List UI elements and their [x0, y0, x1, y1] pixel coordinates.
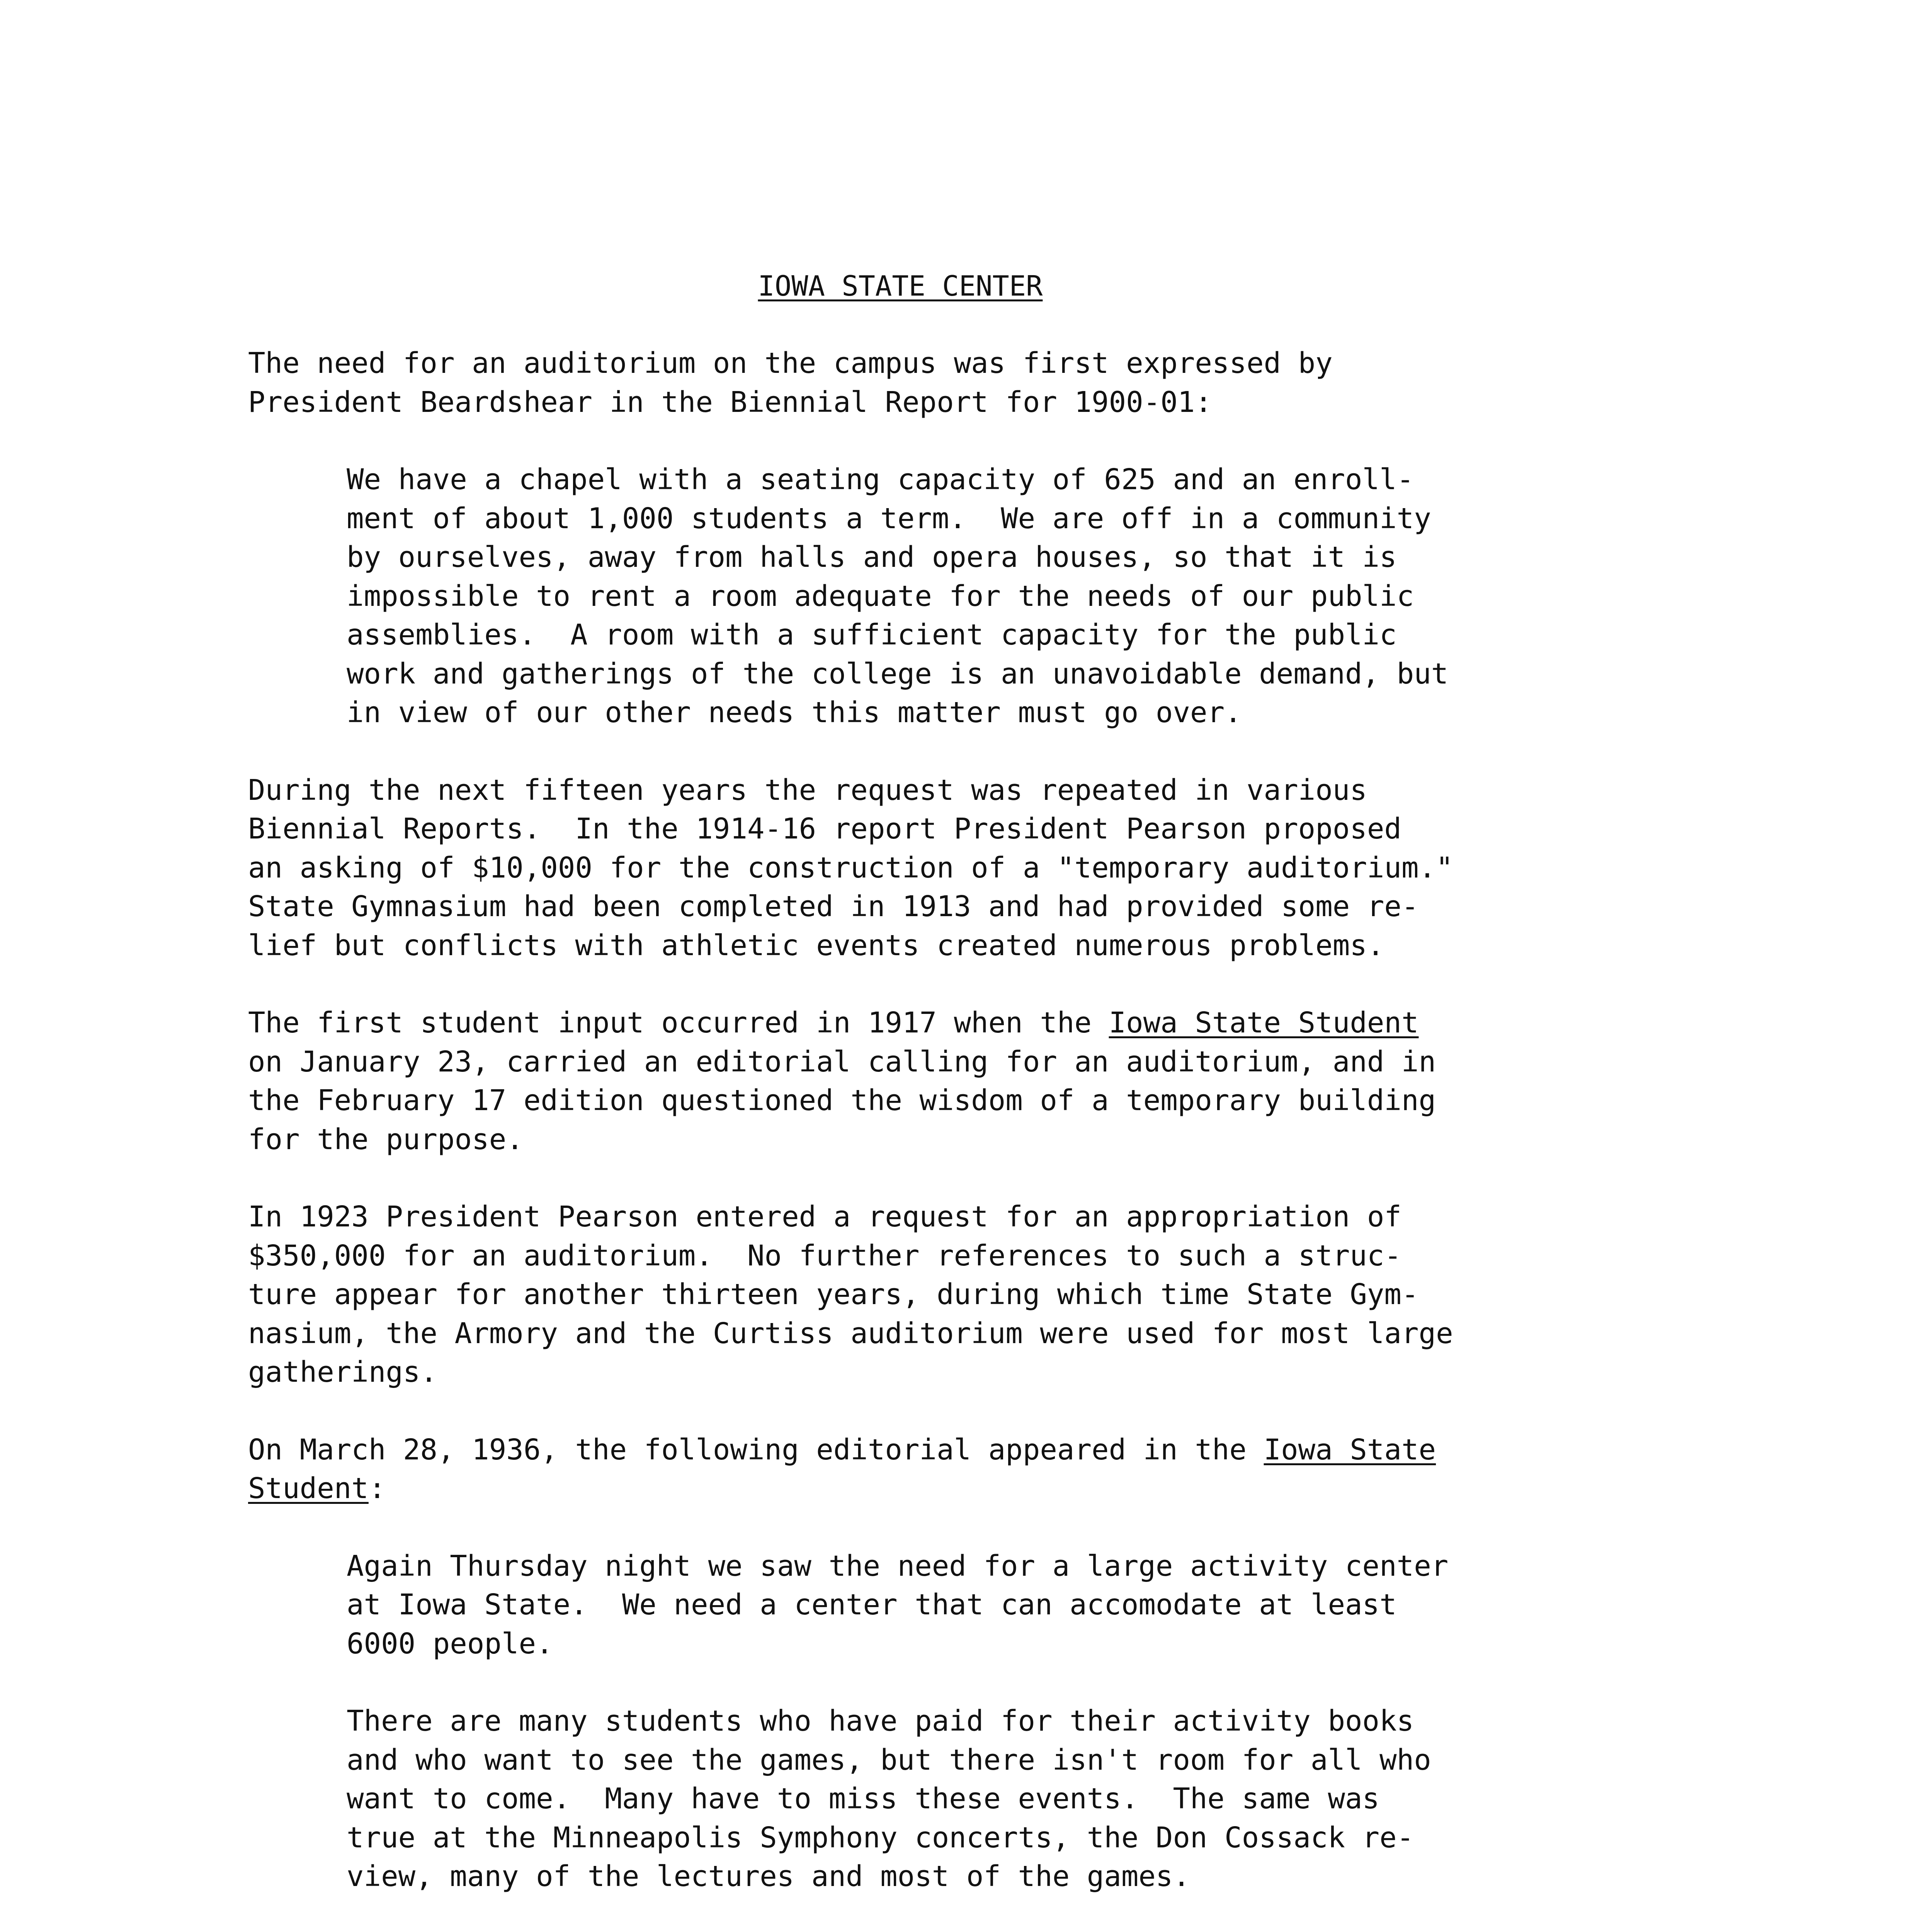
paragraph-1936-editorial-intro: On March 28, 1936, the following editorial appeared in the Iowa State Student:: [248, 1433, 1436, 1505]
block-quote-editorial: [347, 1547, 1639, 1932]
paragraph-intro: The need for an auditorium on the campus was first expressed by President Beardshear in the Biennial Report for 1900-01:: [248, 347, 1333, 419]
quote-paragraph: There are many students who have paid for their activity books and who want to see the games, but there isn't room for all who want to come. Many have to miss these events. The same was true at the Minneapolis Symphony concerts, the Don Cossack re- view, many of the lectures and most of the games.: [347, 1704, 1431, 1893]
block-quote-beardshear: [347, 460, 1639, 732]
publication-title: Iowa State: [1264, 1433, 1436, 1466]
page-title: IOWA STATE CENTER: [758, 270, 1043, 302]
paragraph-fifteen-years: During the next fifteen years the request was repeated in various Biennial Reports. In the 1914-16 report President Pearson proposed an asking of $10,000 for the construction of a "temporary auditorium." State Gymnasium had been completed in 1913 and had provided some re- lief but conflicts with athletic events created numerous problems.: [248, 773, 1453, 962]
paragraph-student-input: The first student input occurred in 1917 when the Iowa State Student on January 23, carried an editorial calling for an auditorium, and in the February 17 edition questioned the wisdom of a temporary building for the purpose.: [248, 1006, 1436, 1156]
document-body: [248, 344, 1639, 1932]
publication-title: Student: [248, 1472, 369, 1505]
quote-paragraph: Again Thursday night we saw the need for a large activity center at Iowa State. We need a center that can accomodate at least 6000 people.: [347, 1549, 1449, 1660]
publication-title: Iowa State Student: [1109, 1006, 1419, 1039]
paragraph-1923-request: In 1923 President Pearson entered a request for an appropriation of $350,000 for an auditorium. No further references to such a struc- ture appear for another thirteen years, during which time State Gym- nasium, the Armory and the Curtiss auditorium were used for most large gatherings.: [248, 1200, 1453, 1389]
quote-paragraph: We have a chapel with a seating capacity of 625 and an enroll- ment of about 1,000 students a term. We are off in a community by ourselves, away from halls and opera houses, so that it is impossible to rent a room adequate for the needs of our public assemblies. A room with a sufficient capacity for the public work and gatherings of the college is an unavoidable demand, but in view of our other needs this matter must go over.: [347, 463, 1449, 729]
